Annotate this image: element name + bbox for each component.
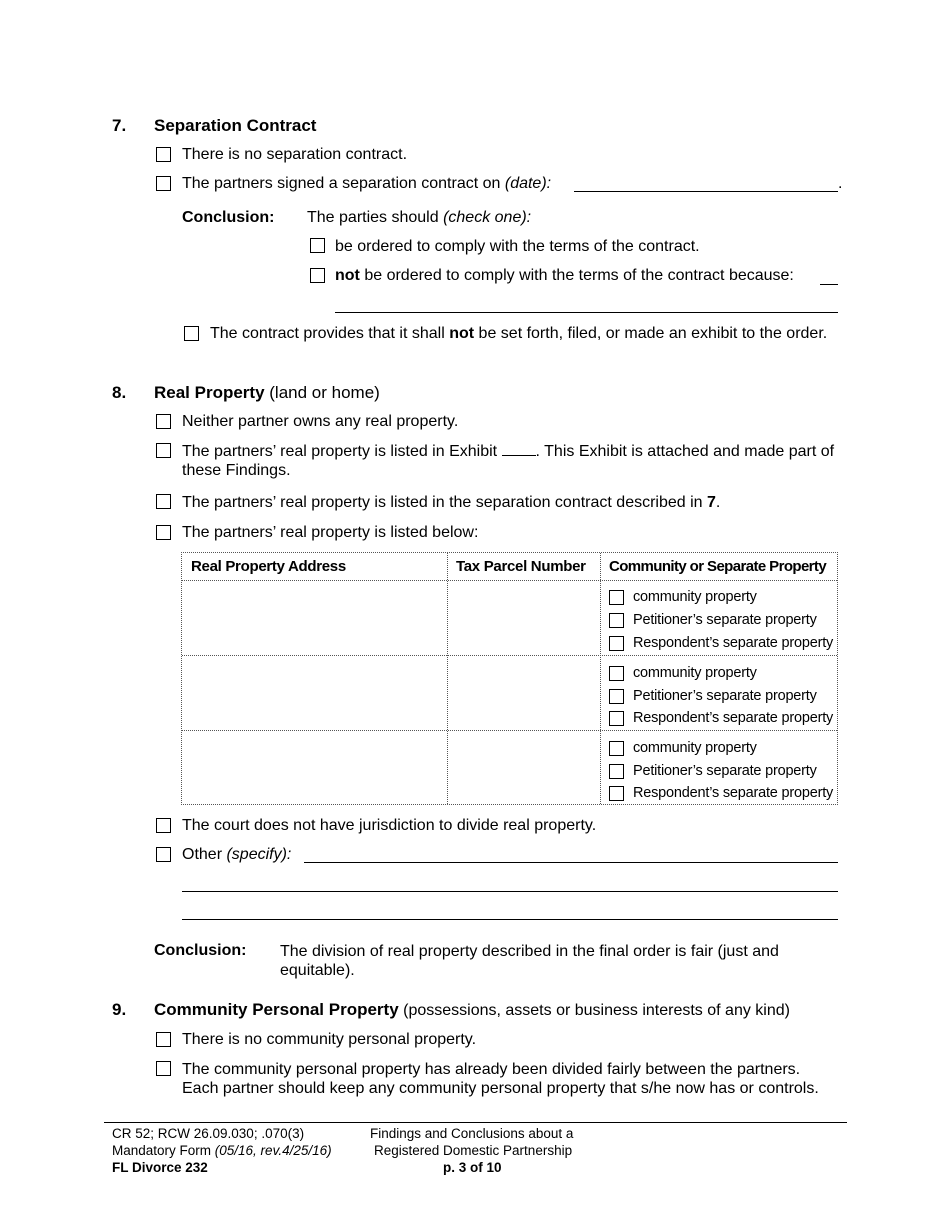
row3-respondent-checkbox[interactable] bbox=[609, 786, 624, 801]
other-specify-line2[interactable] bbox=[182, 891, 838, 892]
other-specify-field[interactable] bbox=[304, 862, 838, 863]
listed-below-label: The partners’ real property is listed below: bbox=[182, 524, 479, 541]
row2-respondent-checkbox[interactable] bbox=[609, 711, 624, 726]
not-comply-reason-line2[interactable] bbox=[335, 312, 838, 313]
community-column-header: Community or Separate Property bbox=[609, 558, 827, 575]
not-comply-reason-field[interactable] bbox=[820, 284, 838, 285]
footer-title-line2: Registered Domestic Partnership bbox=[374, 1143, 573, 1158]
sec7-conclusion-text: The parties should (check one): bbox=[307, 209, 532, 226]
footer-form-id: FL Divorce 232 bbox=[112, 1160, 208, 1175]
not-comply-checkbox[interactable] bbox=[310, 268, 325, 283]
parcel-column-header: Tax Parcel Number bbox=[456, 558, 586, 575]
not-filed-checkbox[interactable] bbox=[184, 326, 199, 341]
row1-address-cell[interactable] bbox=[184, 582, 444, 654]
sec8-conclusion-label: Conclusion: bbox=[154, 942, 247, 959]
no-real-property-checkbox[interactable] bbox=[156, 414, 171, 429]
no-jurisdiction-label: The court does not have jurisdiction to divide real property. bbox=[182, 817, 597, 834]
not-filed-label: The contract provides that it shall not be set forth, filed, or made an exhibit to the order. bbox=[210, 325, 828, 342]
section-7-title: Separation Contract bbox=[154, 116, 317, 135]
other-specify-line3[interactable] bbox=[182, 919, 838, 920]
period: . bbox=[838, 175, 843, 192]
footer-citation: CR 52; RCW 26.09.030; .070(3) bbox=[112, 1126, 305, 1141]
footer-rule bbox=[104, 1122, 847, 1123]
exhibit-checkbox[interactable] bbox=[156, 443, 171, 458]
in-contract-checkbox[interactable] bbox=[156, 494, 171, 509]
row1-respondent-checkbox[interactable] bbox=[609, 636, 624, 651]
address-column-header: Real Property Address bbox=[191, 558, 346, 575]
row1-petitioner-checkbox[interactable] bbox=[609, 613, 624, 628]
row2-address-cell[interactable] bbox=[184, 657, 444, 729]
signed-contract-label: The partners signed a separation contract on (date): bbox=[182, 175, 552, 192]
row2-community-checkbox[interactable] bbox=[609, 666, 624, 681]
comply-label: be ordered to comply with the terms of the contract. bbox=[335, 238, 700, 255]
already-divided-label: The community personal property has already been divided fairly between the partners. Each partner should keep any community personal property that s/he now has or controls. bbox=[182, 1061, 819, 1097]
comply-checkbox[interactable] bbox=[310, 238, 325, 253]
contract-date-field[interactable] bbox=[574, 191, 838, 192]
section-9-number: 9. bbox=[112, 1000, 127, 1019]
other-checkbox[interactable] bbox=[156, 847, 171, 862]
no-personal-property-label: There is no community personal property. bbox=[182, 1031, 477, 1048]
row3-community-checkbox[interactable] bbox=[609, 741, 624, 756]
row1-community-checkbox[interactable] bbox=[609, 590, 624, 605]
row3-address-cell[interactable] bbox=[184, 732, 444, 804]
signed-contract-checkbox[interactable] bbox=[156, 176, 171, 191]
footer-form-version: Mandatory Form (05/16, rev.4/25/16) bbox=[112, 1143, 332, 1158]
sec7-conclusion-label: Conclusion: bbox=[182, 209, 275, 226]
sec8-conclusion-text: The division of real property described in the final order is fair (just and equitable). bbox=[280, 943, 779, 979]
no-contract-label: There is no separation contract. bbox=[182, 146, 408, 163]
footer-page-number: p. 3 of 10 bbox=[443, 1160, 502, 1175]
no-contract-checkbox[interactable] bbox=[156, 147, 171, 162]
row2-petitioner-checkbox[interactable] bbox=[609, 689, 624, 704]
listed-below-checkbox[interactable] bbox=[156, 525, 171, 540]
other-label: Other (specify): bbox=[182, 846, 292, 863]
row3-parcel-cell[interactable] bbox=[450, 732, 598, 804]
footer-title-line1: Findings and Conclusions about a bbox=[370, 1126, 574, 1141]
section-9-title: Community Personal Property (possessions, assets or business interests of any kind) bbox=[154, 1000, 790, 1019]
row1-parcel-cell[interactable] bbox=[450, 582, 598, 654]
in-contract-label: The partners’ real property is listed in the separation contract described in 7. bbox=[182, 494, 721, 511]
already-divided-checkbox[interactable] bbox=[156, 1061, 171, 1076]
real-property-table: Real Property Address Tax Parcel Number Community or Separate Property community property Petitioner’s separate property Respondent’s separate property community property Petitioner’s separate property Respondent’s separate property community property Petitioner’s separate property Respondent’s separate property bbox=[181, 552, 838, 805]
row3-petitioner-checkbox[interactable] bbox=[609, 764, 624, 779]
not-comply-label: not be ordered to comply with the terms of the contract because: bbox=[335, 267, 794, 284]
no-real-property-label: Neither partner owns any real property. bbox=[182, 413, 459, 430]
no-jurisdiction-checkbox[interactable] bbox=[156, 818, 171, 833]
section-8-title: Real Property (land or home) bbox=[154, 383, 380, 402]
row2-parcel-cell[interactable] bbox=[450, 657, 598, 729]
section-7-number: 7. bbox=[112, 116, 127, 135]
exhibit-number-field[interactable] bbox=[502, 443, 536, 456]
section-8-number: 8. bbox=[112, 383, 127, 402]
no-personal-property-checkbox[interactable] bbox=[156, 1032, 171, 1047]
exhibit-label: The partners’ real property is listed in Exhibit . This Exhibit is attached and made part of these Findings. bbox=[182, 443, 835, 479]
